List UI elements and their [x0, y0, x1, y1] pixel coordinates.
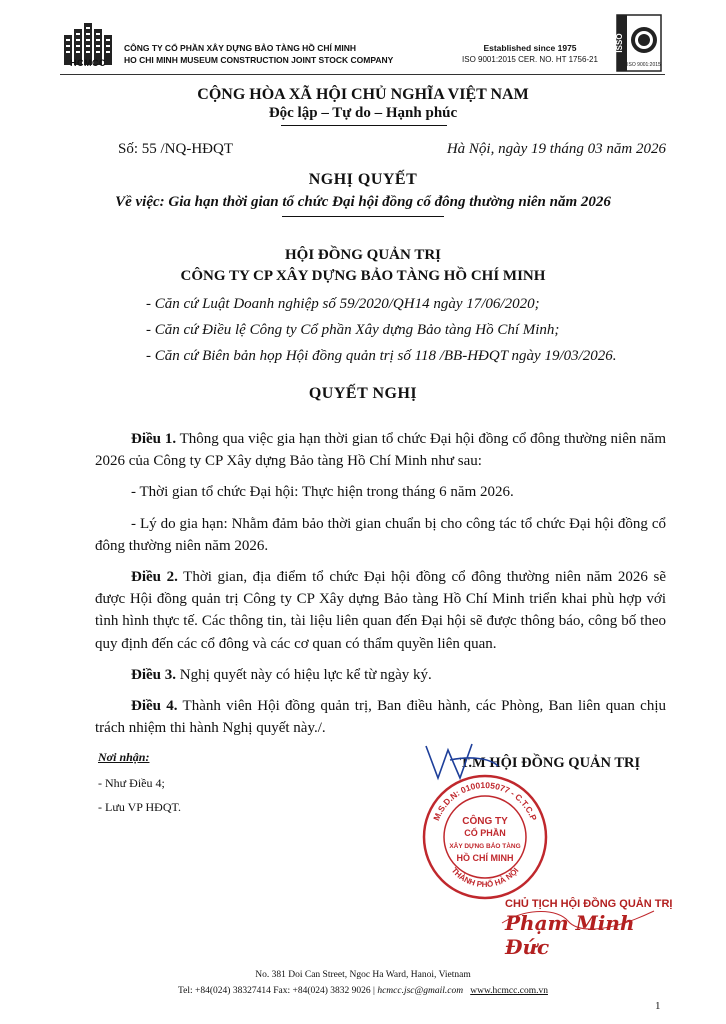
signer-name: Phạm Minh Đức [505, 911, 635, 959]
resolve-heading: QUYẾT NGHỊ [308, 385, 418, 402]
document-title: NGHỊ QUYẾT [308, 171, 418, 188]
article-4-text: Thành viên Hội đồng quản trị, Ban điều hành, các Phòng, Ban liên quan chịu trách nhiệm thi hành Nghị quyết này./. [95, 698, 667, 737]
articles-body [95, 428, 666, 739]
motto-underline [281, 125, 447, 126]
iso-badge-icon [616, 14, 662, 72]
article-1-bullet-1: - Thời gian tổ chức Đại hội: Thực hiện trong tháng 6 năm 2026. [131, 484, 514, 501]
article-4 [95, 695, 666, 739]
footer-email: hcmcc.jsc@gmail.com [377, 986, 464, 996]
article-3 [95, 664, 666, 686]
footer-contact [0, 986, 726, 996]
stamp-line-4: HỒ CHÍ MINH [456, 853, 514, 863]
footer-website-link[interactable]: www.hcmcc.com.vn [470, 986, 548, 996]
iso-badge-text: ISO 9001:2015 [627, 62, 661, 68]
page-number: 1 [655, 1000, 661, 1012]
article-1-label: Điều 1. [131, 431, 177, 447]
article-4-label: Điều 4. [131, 698, 178, 715]
logo-text: HCMCC [70, 58, 106, 68]
recipient-1: - Như Điều 4; [98, 776, 165, 790]
stamp-ring-text: M.S.D.N: 0100105077 - C.T.C.P [431, 779, 539, 823]
article-1 [95, 428, 666, 472]
document-subject: Về việc: Gia hạn thời gian tổ chức Đại hội đồng cổ đông thường niên năm 2026 [115, 194, 611, 210]
footer-phone-fax: Tel: +84(024) 38327414 Fax: +84(024) 3832 9026 | [178, 986, 378, 996]
legal-basis-3: - Căn cứ Biên bản họp Hội đồng quản trị số 118 /BB-HĐQT ngày 19/03/2026. [146, 348, 617, 364]
company-stamp [420, 772, 550, 902]
document-date: Hà Nội, ngày 19 tháng 03 năm 2026 [446, 141, 666, 157]
handwritten-signature [420, 738, 500, 788]
company-name-vi: CÔNG TY CỔ PHẦN XÂY DỰNG BẢO TÀNG HỒ CHÍ MINH [124, 43, 356, 53]
article-1-text: Thông qua việc gia hạn thời gian tổ chức Đại hội đồng cổ đông thường niên năm 2026 của Công ty CP Xây dựng Bảo tàng Hồ Chí Minh như sau: [95, 431, 667, 470]
article-2 [95, 566, 666, 655]
article-2-label: Điều 2. [131, 569, 178, 586]
established-text: Established since 1975 [483, 43, 577, 53]
iso-label: ISSO [615, 33, 624, 53]
subject-underline [282, 216, 444, 217]
stamp-line-1: CÔNG TY [462, 816, 508, 827]
stamp-city-text: THÀNH PHỐ HÀ NỘI [449, 865, 521, 890]
signature-title: T.M HỘI ĐỒNG QUẢN TRỊ [459, 755, 641, 771]
company-name-en: HO CHI MINH MUSEUM CONSTRUCTION JOINT STOCK COMPANY [124, 55, 394, 65]
nation-motto: Độc lập – Tự do – Hạnh phúc [268, 105, 458, 121]
board-heading: HỘI ĐỒNG QUẢN TRỊ [285, 247, 441, 263]
signer-role: CHỦ TỊCH HỘI ĐỒNG QUẢN TRỊ [505, 898, 673, 910]
article-2-text: Thời gian, địa điểm tổ chức Đại hội đồng cổ đông thường niên năm 2026 sẽ được Hội đồng quản trị Công ty CP Xây dựng Bảo tàng Hồ Chí Minh triển khai phù hợp với tình hình thực tế. Các thông tin, tài liệu liên quan đến Đại hội sẽ được thông báo, công bố theo quy định đến các cổ đông và các cơ quan có thẩm quyền liên quan. [95, 569, 667, 652]
header-divider [60, 74, 665, 75]
recipients-title: Nơi nhận: [98, 750, 150, 764]
article-1-bullet-2: - Lý do gia hạn: Nhằm đảm bảo thời gian chuẩn bị cho công tác tổ chức Đại hội đồng cổ đông thường niên năm 2026. [95, 515, 666, 554]
stamp-line-3: XÂY DỰNG BẢO TÀNG [449, 843, 521, 850]
document-number: Số: 55 /NQ-HĐQT [118, 141, 233, 157]
iso-certificate: ISO 9001:2015 CER. NO. HT 1756-21 [462, 55, 598, 64]
article-3-label: Điều 3. [131, 666, 176, 683]
footer-address: No. 381 Doi Can Street, Ngoc Ha Ward, Hanoi, Vietnam [255, 970, 471, 980]
legal-basis-2: - Căn cứ Điều lệ Công ty Cổ phần Xây dựng Bảo tàng Hồ Chí Minh; [146, 322, 560, 338]
nation-title: CỘNG HÒA XÃ HỘI CHỦ NGHĨA VIỆT NAM [197, 86, 529, 103]
company-heading: CÔNG TY CP XÂY DỰNG BẢO TÀNG HỒ CHÍ MINH [180, 268, 546, 284]
recipient-2: - Lưu VP HĐQT. [98, 800, 181, 814]
legal-basis-1: - Căn cứ Luật Doanh nghiệp số 59/2020/QH14 ngày 17/06/2020; [146, 296, 540, 312]
stamp-line-2: CỔ PHẦN [464, 828, 506, 838]
article-3-text: Nghị quyết này có hiệu lực kể từ ngày ký. [176, 666, 432, 683]
